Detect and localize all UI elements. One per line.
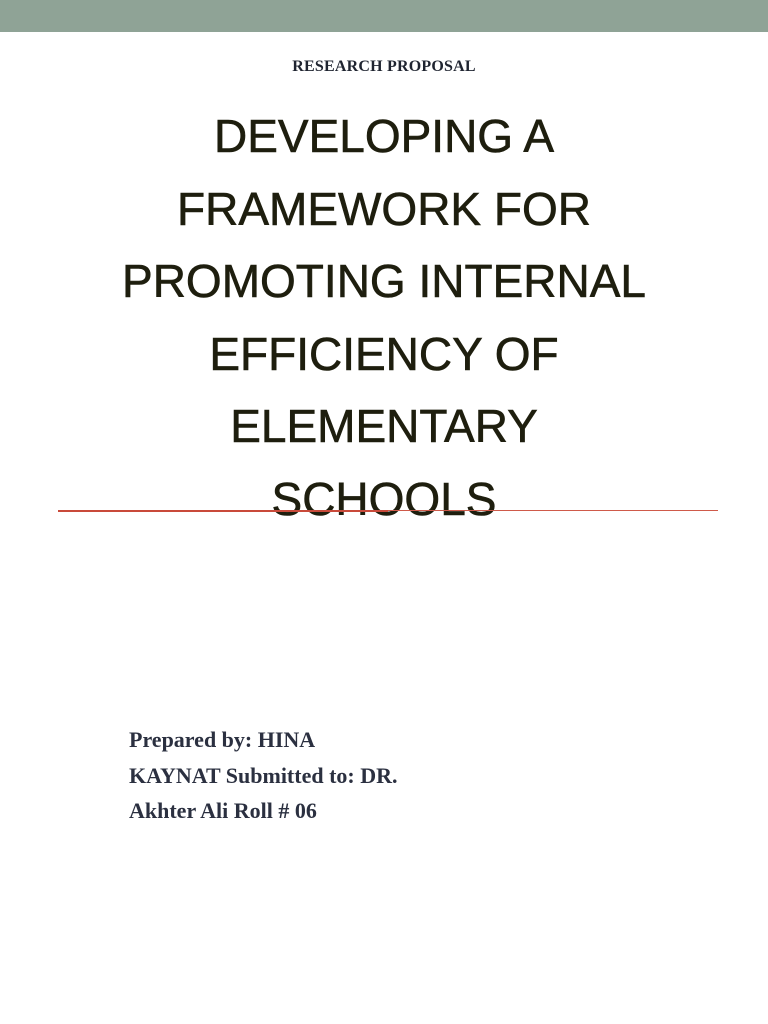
title-line: DEVELOPING A (213, 110, 554, 162)
title-divider-accent (58, 510, 388, 512)
title-line: FRAMEWORK FOR (177, 182, 591, 235)
document-title (40, 100, 728, 535)
author-line: KAYNAT Submitted to: DR. (129, 762, 398, 788)
author-line: Akhter Ali Roll # 06 (129, 798, 317, 823)
document-subtitle: RESEARCH PROPOSAL (292, 58, 476, 75)
title-line: PROMOTING INTERNAL (122, 255, 646, 307)
title-line: ELEMENTARY (230, 400, 538, 452)
title-line: EFFICIENCY OF (209, 327, 559, 380)
title-line: SCHOOLS (271, 472, 497, 525)
top-banner-bar (0, 0, 768, 32)
author-line: Prepared by: HINA (129, 727, 316, 752)
author-block (129, 722, 549, 829)
